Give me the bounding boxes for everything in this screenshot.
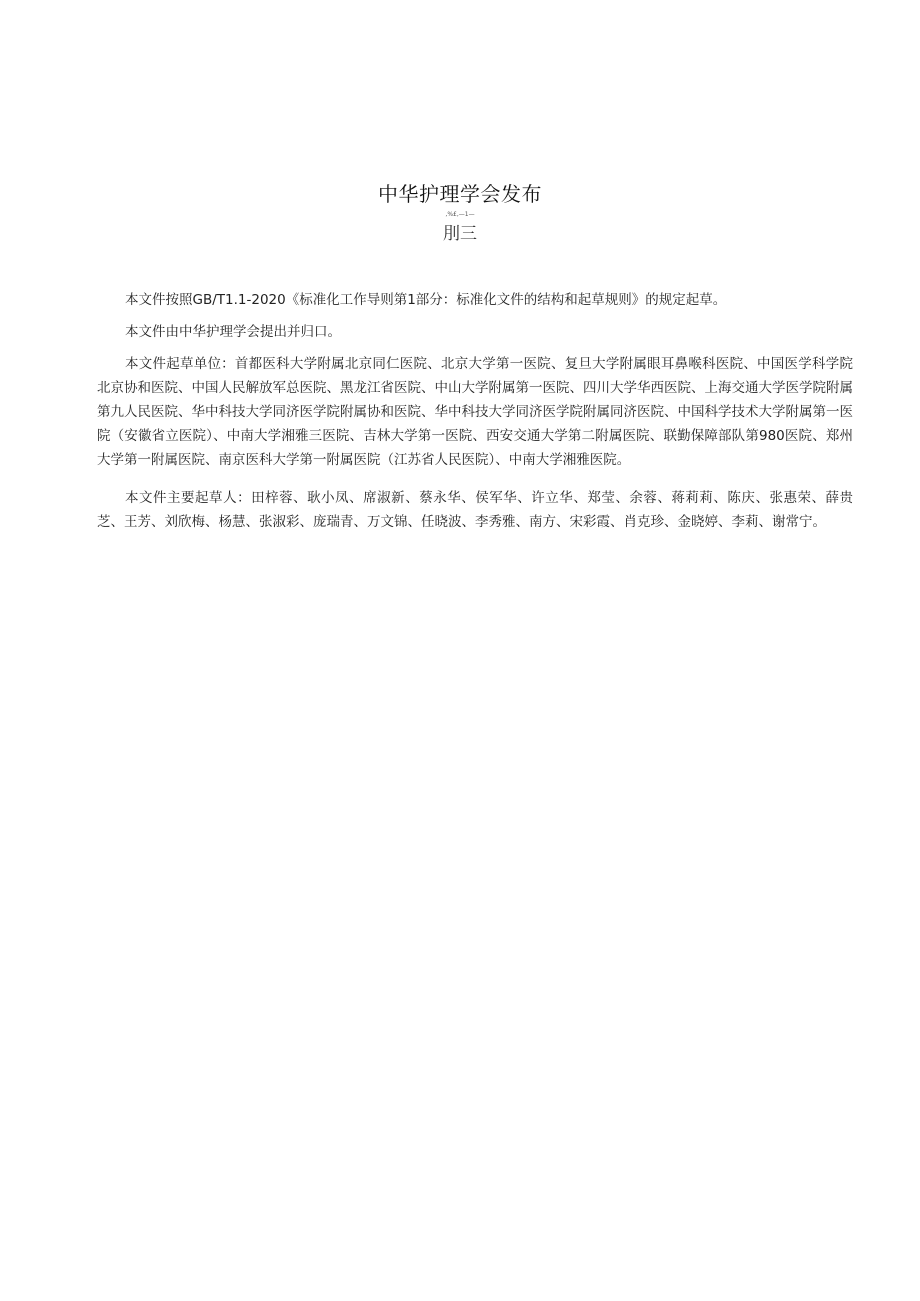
small-mark: ,%£,—1—	[445, 211, 475, 218]
paragraph-drafting-basis: 本文件按照GB/T1.1-2020《标准化工作导则第1部分：标准化文件的结构和起草规则》的规定起草。	[125, 292, 727, 308]
paragraph-proposer: 本文件由中华护理学会提出并归口。	[125, 324, 341, 340]
section-title: 刖三	[443, 224, 477, 244]
paragraph-main-drafters: 本文件主要起草人：田梓蓉、耿小凤、席淑新、蔡永华、侯军华、许立华、郑莹、余蓉、蒋莉莉、陈庆、张惠荣、薛贵芝、王芳、刘欣梅、杨慧、张淑彩、庞瑞青、万文锦、任晓波、李秀雅、南方、宋彩霞、肖克珍、金晓婷、李莉、谢常宁。	[97, 490, 853, 530]
publisher-line: 中华护理学会发布	[378, 182, 542, 206]
paragraph-drafting-units: 本文件起草单位：首都医科大学附属北京同仁医院、北京大学第一医院、复旦大学附属眼耳鼻喉科医院、中国医学科学院北京协和医院、中国人民解放军总医院、黑龙江省医院、中山大学附属第一医院、四川大学华西医院、上海交通大学医学院附属第九人民医院、华中科技大学同济医学院附属协和医院、华中科技大学同济医学院附属同济医院、中国科学技术大学附属第一医院（安徽省立医院）、中南大学湘雅三医院、吉林大学第一医院、西安交通大学第二附属医院、联勤保障部队第980医院、郑州大学第一附属医院、南京医科大学第一附属医院（江苏省人民医院）、中南大学湘雅医院。	[97, 356, 853, 468]
foreword-body	[97, 288, 853, 542]
